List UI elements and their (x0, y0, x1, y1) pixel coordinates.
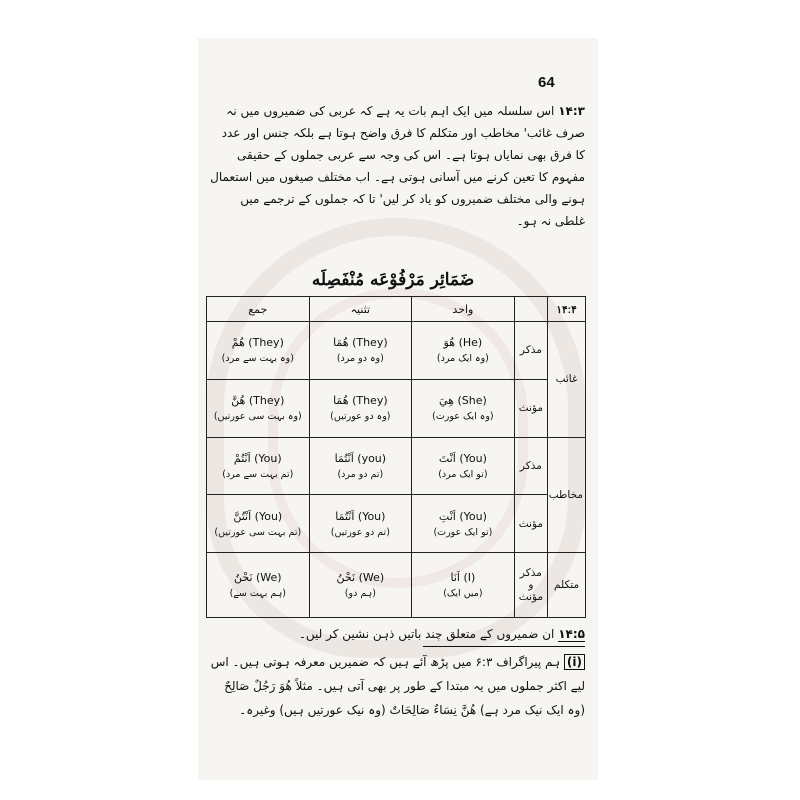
paragraph-text: اس سلسلہ میں ایک اہم بات یہ ہے کہ عربی کی ضمیروں میں نہ صرف غائب' مخاطب اور متکلم کا فرق واضح ہوتا ہے بلکہ جنس اور عدد کا فرق بھی نمایاں ہوتا ہے۔ اس کی وجہ سے عربی جملوں کے حقیقی مفہوم کا تعین کرنے میں آسانی ہوتی ہے۔ اب مختلف صیغوں میں استعمال ہونے والی مختلف ضمیروں کو یاد کر لیں' تا کہ جملوں کے ترجمے میں غلطی نہ ہو۔ (210, 104, 585, 228)
dual-cell (309, 495, 412, 553)
gender-cell: مذکر (514, 437, 547, 495)
urdu-meaning: (وہ دو مرد) (336, 353, 384, 365)
arabic-pronoun: اَنْتُنَّ (You) (233, 509, 283, 523)
arabic-pronoun: نَحْنُ (We) (336, 571, 385, 585)
dual-cell (309, 379, 412, 437)
singular-header: واحد (412, 297, 515, 322)
table-row (207, 322, 586, 380)
paragraph-text: ان ضمیروں کے متعلق چند باتیں ذہن نشین کر لیں۔ (298, 627, 555, 641)
singular-cell (412, 553, 515, 618)
urdu-meaning: (تم دو مرد) (337, 468, 384, 480)
section-number-cell: ۱۴:۴ (548, 297, 586, 322)
dual-cell (309, 553, 412, 618)
plural-header: جمع (207, 297, 310, 322)
gender-cell: مذکر (514, 322, 547, 380)
urdu-meaning: (وہ دو عورتیں) (330, 411, 391, 423)
table-header-row (207, 297, 586, 322)
urdu-meaning: (تم بہت سی عورتیں) (214, 526, 302, 538)
singular-cell (412, 495, 515, 553)
paragraph-point-1 (210, 650, 585, 722)
singular-cell (412, 379, 515, 437)
arabic-pronoun: اَنْتَ (You) (438, 451, 487, 465)
plural-cell (207, 322, 310, 380)
plural-cell (207, 495, 310, 553)
table-row (207, 437, 586, 495)
urdu-meaning: (ہم بہت سے) (229, 588, 286, 600)
arabic-pronoun: هِيَ (She) (439, 394, 487, 408)
dual-cell (309, 437, 412, 495)
table-row (207, 495, 586, 553)
gender-cell: مذکر و مؤنث (514, 553, 547, 618)
table-row (207, 379, 586, 437)
arabic-pronoun: نَحْنُ (We) (233, 571, 282, 585)
urdu-meaning: (ہم دو) (344, 588, 376, 600)
arabic-pronoun: اَنْتُمَا (You) (335, 509, 386, 523)
urdu-meaning: (وہ بہت سی عورتیں) (213, 411, 302, 423)
gender-cell: مؤنث (514, 379, 547, 437)
urdu-meaning: (وہ ایک مرد) (436, 353, 489, 365)
singular-cell (412, 322, 515, 380)
plural-cell (207, 437, 310, 495)
arabic-pronoun: هُمَا (They) (333, 336, 388, 350)
paragraph-intro (210, 100, 585, 232)
urdu-meaning: (تم دو عورتیں) (330, 526, 390, 538)
gender-cell: مؤنث (514, 495, 547, 553)
point-marker: (i) (564, 654, 585, 670)
group-label-cell: متکلم (548, 553, 586, 618)
arabic-pronoun: اَنْتُمْ (You) (233, 451, 282, 465)
urdu-meaning: (وہ ایک عورت) (432, 411, 494, 423)
plural-cell (207, 379, 310, 437)
arabic-pronoun: هُوَ (He) (443, 336, 483, 350)
arabic-pronoun: اَنْتُمَا (you) (334, 451, 387, 465)
urdu-meaning: (تو ایک عورت) (433, 526, 493, 538)
arabic-pronoun: هُمْ (They) (231, 336, 284, 350)
paragraph-text: ہم پیراگراف ۶:۳ میں پڑھ آئے ہیں کہ ضمیریں معرفہ ہوتی ہیں۔ اس لیے اکثر جملوں میں یہ مبتدا کے طور پر بھی آتی ہیں۔ مثلاً هُوَ رَجُلٌ صَالِحٌ (وہ ایک نیک مرد ہے) هُنَّ نِسَاءٌ صَالِحَاتٌ (وہ نیک عورتیں ہیں) وغیرہ۔ (210, 655, 585, 717)
urdu-meaning: (تم بہت سے مرد) (222, 468, 294, 480)
pronoun-table (206, 296, 586, 618)
arabic-pronoun: هُمَا (They) (333, 394, 388, 408)
paragraph-notes (210, 624, 585, 644)
arabic-pronoun: هُنَّ (They) (231, 394, 285, 408)
book-page (198, 38, 598, 780)
dual-cell (309, 322, 412, 380)
urdu-meaning: (وہ بہت سے مرد) (221, 353, 294, 365)
group-label-cell: غائب (548, 322, 586, 438)
section-number: ۱۴:۵ (558, 627, 585, 641)
arabic-pronoun: اَنْتِ (You) (438, 509, 487, 523)
urdu-meaning: (تو ایک مرد) (438, 468, 488, 480)
dual-header: تثنیہ (309, 297, 412, 322)
singular-cell (412, 437, 515, 495)
urdu-meaning: (میں ایک) (443, 588, 483, 600)
table-row (207, 553, 586, 618)
group-label-cell: مخاطب (548, 437, 586, 553)
gender-header-cell (514, 297, 547, 322)
table-title: ضَمَائِر مَرْفُوْعَه مُنْفَصِلَه (311, 270, 475, 290)
divider-line (423, 646, 585, 647)
page-number: 64 (538, 74, 555, 91)
plural-cell (207, 553, 310, 618)
arabic-pronoun: اَنَا (I) (450, 571, 476, 585)
section-number: ۱۴:۳ (558, 104, 585, 118)
